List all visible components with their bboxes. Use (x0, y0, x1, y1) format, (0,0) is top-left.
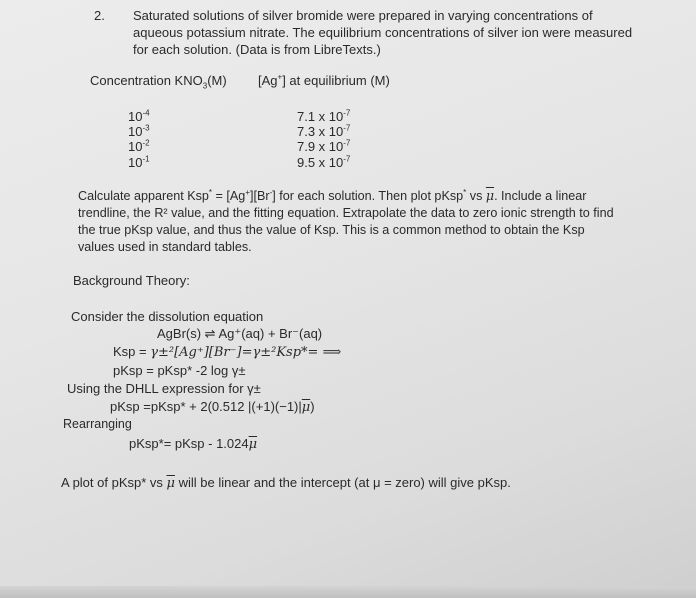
table-row: $10^{-2}$ (128, 138, 150, 154)
task-line: values used in standard tables. (78, 240, 252, 254)
table-row: 9.5 x $10^{-7}$ (297, 154, 351, 170)
table-row: 7.3 x $10^{-7}$ (297, 123, 351, 139)
intro-paragraph (133, 7, 632, 58)
table-row: 7.9 x $10^{-7}$ (297, 138, 351, 154)
page-edge (0, 586, 696, 598)
task-line: the true pKsp value, and thus the value of Ksp. This is a common method to obtain the Ksp (78, 223, 585, 237)
table-header-kno3: Concentration $KNO_3(M)$ (90, 73, 227, 91)
background-heading: Background Theory: (73, 273, 190, 288)
table-header-ag: [Ag+] at equilibrium (M) (258, 72, 390, 88)
table-row: 7.1 x $10^{-7}$ (297, 108, 351, 124)
dissolution-equation: AgBr(s) ⇌ Ag⁺(aq) + Br⁻(aq) (157, 326, 323, 341)
dhll-equation: pKsp =pKsp* + 2(0.512 $|(+1)(-1)|\overline{\mu}$) (110, 399, 315, 415)
intro-line: aqueous potassium nitrate. The equilibrium concentrations of silver ion were measured (133, 25, 633, 40)
table-row: $10^{-3}$ (128, 123, 150, 139)
rearranging-text: Rearranging (63, 417, 132, 431)
ksp-equation: Ksp = γ±²[Ag⁺][Br⁻]=γ±²Ksp*= ⟹ (113, 344, 342, 360)
conclusion-text: A plot of pKsp* vs $\overline{\mu}$ will be linear and the intercept (at μ = zero) will give pKsp. (61, 475, 511, 491)
task-paragraph (78, 187, 614, 256)
task-line: trendline, the R² value, and the fitting equation. Extrapolate the data to zero ionic strength to find (78, 206, 614, 220)
dhll-text: Using the DHLL expression for γ± (67, 381, 261, 396)
table-row: $10^{-4}$ (128, 108, 150, 124)
intro-line: for each solution. (Data is from LibreTexts.) (133, 42, 381, 57)
question-number: 2. (94, 8, 105, 23)
intro-line: Saturated solutions of silver bromide were prepared in varying concentrations of (133, 8, 593, 23)
consider-text: Consider the dissolution equation (71, 309, 264, 324)
rearranged-equation: pKsp*= pKsp - $1.024\overline{\mu}$ (129, 436, 258, 452)
task-line: Calculate apparent Ksp* = [Ag+][Br-] for each solution. Then plot pKsp* vs $\overline{\mu}$. Include a linear (78, 187, 587, 203)
table-row: $10^{-1}$ (128, 154, 150, 170)
pksp-equation: pKsp = pKsp* -2 log γ± (113, 363, 246, 378)
